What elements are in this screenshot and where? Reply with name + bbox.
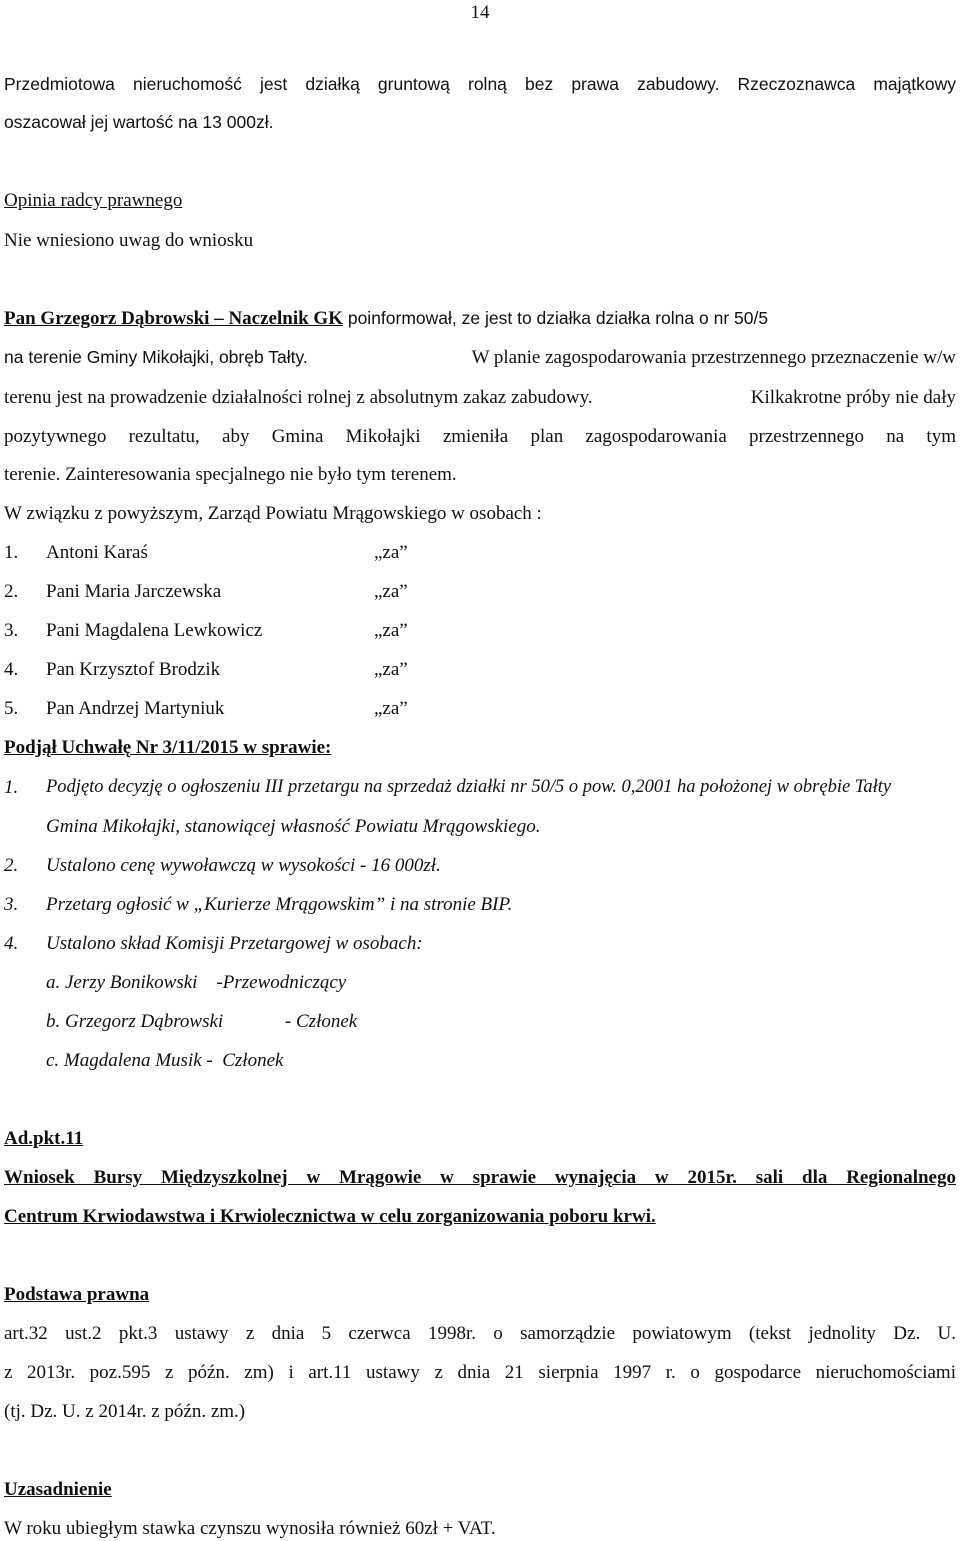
statement-line-1 — [4, 308, 956, 330]
commission-member: a. Jerzy Bonikowski -Przewodniczący — [46, 972, 347, 993]
statement-line-2 — [4, 347, 956, 369]
vote-num: 5. — [4, 698, 19, 719]
statement-line-3-b: Kilkakrotne próby nie dały — [750, 387, 956, 408]
intro-paragraph — [4, 74, 956, 133]
legal-basis-heading: Podstawa prawna — [4, 1284, 150, 1305]
statement-line-3-a: terenu jest na prowadzenie działalności rolnej z absolutnym zakaz zabudowy. — [4, 387, 593, 408]
resolution-item-text: Podjęto decyzję o ogłoszeniu III przetargu na sprzedaż działki nr 50/5 o pow. 0,2001 ha położonej w obrębie Tałty — [46, 777, 892, 797]
statement-line-4: pozytywnego rezultatu, aby Gmina Mikołajki zmieniła plan zagospodarowania przestrzennego na tym — [4, 426, 956, 447]
legal-basis-line-2: z 2013r. poz.595 z późn. zm) i art.11 ustawy z dnia 21 sierpnia 1997 r. o gospodarce nieruchomościami — [4, 1362, 956, 1383]
page-number: 14 — [470, 2, 490, 23]
legal-opinion-heading: Opinia radcy prawnego — [4, 190, 183, 211]
vote-value: „za” — [374, 620, 408, 641]
vote-member-name: Pani Magdalena Lewkowicz — [46, 620, 263, 641]
statement-line-3 — [4, 387, 956, 409]
vote-value: „za” — [374, 698, 408, 719]
agenda-point-title-line-2: Centrum Krwiodawstwa i Krwiolecznictwa w celu zorganizowania poboru krwi. — [4, 1206, 656, 1227]
intro-line-2: oszacował jej wartość na 13 000zł. — [4, 112, 274, 132]
statement-line-5: terenie. Zainteresowania specjalnego nie było tym terenem. — [4, 464, 457, 485]
vote-value: „za” — [374, 659, 408, 680]
resolution-item-num: 3. — [4, 894, 19, 915]
justification-text: W roku ubiegłym stawka czynszu wynosiła również 60zł + VAT. — [4, 1518, 496, 1539]
resolution-item-text: Ustalono cenę wywoławczą w wysokości - 16 000zł. — [46, 855, 441, 876]
vote-num: 4. — [4, 659, 19, 680]
statement-line-6: W związku z powyższym, Zarząd Powiatu Mrągowskiego w osobach : — [4, 503, 542, 524]
agenda-point-label: Ad.pkt.11 — [4, 1128, 84, 1149]
vote-value: „za” — [374, 581, 408, 602]
vote-member-name: Pan Krzysztof Brodzik — [46, 659, 221, 680]
vote-member-name: Pani Maria Jarczewska — [46, 581, 222, 602]
statement-line-1-rest: poinformował, ze jest to działka działka rolna o nr 50/5 — [342, 308, 769, 328]
vote-value: „za” — [374, 542, 408, 563]
justification-heading: Uzasadnienie — [4, 1479, 112, 1500]
resolution-item-text-cont: Gmina Mikołajki, stanowiącej własność Powiatu Mrągowskiego. — [46, 816, 541, 837]
resolution-item-num: 4. — [4, 933, 19, 954]
statement-line-2-a: na terenie Gminy Mikołajki, obręb Tałty. — [4, 347, 308, 367]
resolution-item-num: 1. — [4, 777, 19, 798]
vote-num: 3. — [4, 620, 19, 641]
legal-opinion-text: Nie wniesiono uwag do wniosku — [4, 230, 254, 251]
resolution-item-text: Ustalono skład Komisji Przetargowej w osobach: — [46, 933, 423, 954]
commission-member: c. Magdalena Musik - Członek — [46, 1050, 284, 1071]
legal-basis-line-3: (tj. Dz. U. z 2014r. z późn. zm.) — [4, 1401, 246, 1422]
commission-member: b. Grzegorz Dąbrowski - Członek — [46, 1011, 358, 1032]
vote-num: 2. — [4, 581, 19, 602]
speaker-name: Pan Grzegorz Dąbrowski – Naczelnik GK — [4, 308, 343, 329]
vote-num: 1. — [4, 542, 19, 563]
vote-member-name: Pan Andrzej Martyniuk — [46, 698, 225, 719]
legal-basis-line-1: art.32 ust.2 pkt.3 ustawy z dnia 5 czerwca 1998r. o samorządzie powiatowym (tekst jednolity Dz. U. — [4, 1323, 956, 1344]
intro-line-1: Przedmiotowa nieruchomość jest działką gruntową rolną bez prawa zabudowy. Rzeczoznawca majątkowy — [4, 74, 956, 94]
resolution-item-num: 2. — [4, 855, 19, 876]
vote-member-name: Antoni Karaś — [46, 542, 148, 563]
resolution-heading: Podjął Uchwałę Nr 3/11/2015 w sprawie: — [4, 737, 332, 758]
statement-line-2-b: W planie zagospodarowania przestrzennego przeznaczenie w/w — [471, 347, 956, 368]
resolution-item-text: Przetarg ogłosić w „Kurierze Mrągowskim” i na stronie BIP. — [46, 894, 513, 915]
agenda-point-title-line-1: Wniosek Bursy Międzyszkolnej w Mrągowie w sprawie wynajęcia w 2015r. sali dla Regionalnego — [4, 1167, 956, 1188]
